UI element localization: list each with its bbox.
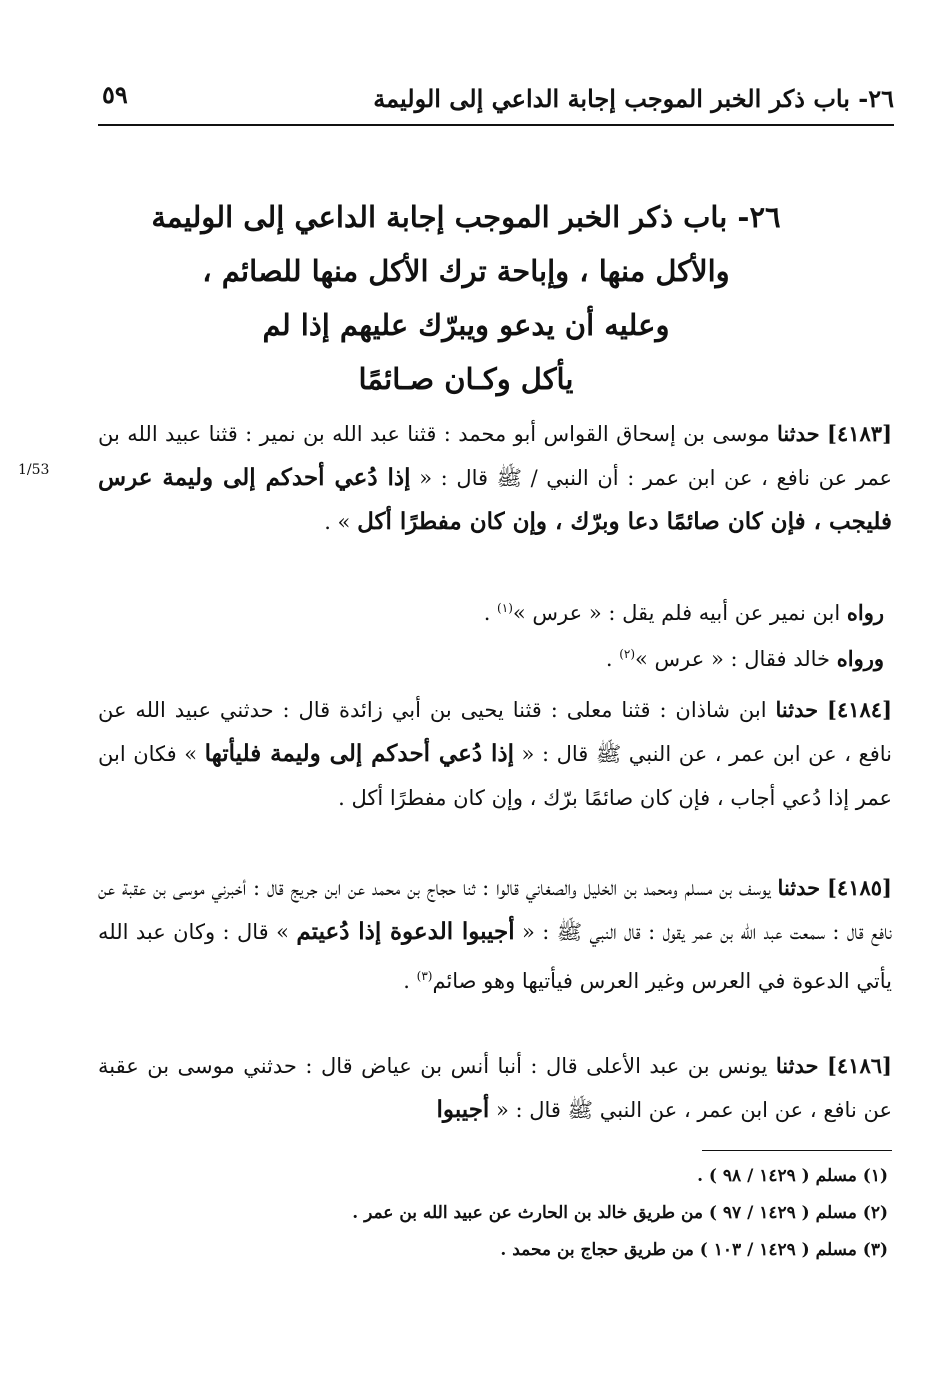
hadith-4184 [98, 688, 892, 820]
riwaya-text: خالد فقال : « عرس » [635, 647, 831, 671]
hadith-4185 [98, 866, 892, 1003]
page-number: ٥٩ [102, 80, 128, 109]
hadith-number: [٤١٨٦] [826, 1053, 892, 1078]
matn-close: » . [324, 510, 351, 534]
footnote-rule [702, 1150, 892, 1151]
hadith-number: [٤١٨٤] [827, 697, 892, 722]
matn-text: أجيبوا الدعوة إذا دُعيتم [296, 918, 515, 945]
riwaya-lead: ورواه [836, 646, 884, 671]
chapter-heading-line: وعليه أن يدعو ويبرّك عليهم إذا لم [262, 308, 670, 342]
isnad-text: موسى بن إسحاق القواس أبو محمد : قثنا عبد الله بن نمير : قثنا عبيد الله بن عمر عن نافع ، عن ابن عمر : أن النبي / ﷺ قال : « [98, 422, 892, 490]
riwaya-end: . [605, 647, 620, 671]
isnad-text: يوسف بن مسلم ومحمد بن الخليل والصغاني قالوا : ثنا حجاج بن محمد عن ابن جريج قال : أخبرني موسى بن عقبة عن نافع قال : سمعت عبد الله بن عمر يقول : قال النبي ﷺ : « [98, 876, 892, 944]
haddathana-word: حدثنا [775, 1053, 819, 1078]
header-rule [98, 124, 894, 126]
footnote-item: (٢) مسلم ( ١٤٢٩ / ٩٧ ) من طريق خالد بن الحارث عن عبيد الله بن عمر . [352, 1203, 888, 1223]
chapter-heading-line: يأكل وكـان صـائمًا [358, 362, 574, 396]
isnad-text: يونس بن عبد الأعلى قال : أنبا أنس بن عياض قال : حدثني موسى بن عقبة عن نافع ، عن ابن عمر ، عن النبي ﷺ قال : « [98, 1054, 892, 1122]
hadith-number: [٤١٨٥] [826, 875, 892, 900]
hadith-4183 [98, 412, 892, 544]
manuscript-folio-note: 1/53 [18, 462, 50, 478]
hadith-4186 [98, 1044, 892, 1132]
hadith-paragraph [98, 866, 892, 1003]
footnote-ref: (٣) [416, 969, 433, 983]
haddathana-word: حدثنا [777, 875, 821, 900]
hadith-end: . [403, 969, 417, 993]
running-header: ٢٦- باب ذكر الخبر الموجب إجابة الداعي إلى الوليمة [373, 84, 894, 113]
hadith-paragraph [98, 1044, 892, 1132]
riwaya-text: ابن نمير عن أبيه فلم يقل : « عرس » [512, 601, 841, 625]
chapter-heading [120, 190, 812, 406]
haddathana-word: حدثنا [775, 697, 819, 722]
matn-text: أجيبوا [436, 1096, 490, 1123]
footnotes [352, 1158, 888, 1269]
isnad-text: ابن شاذان : قثنا معلى : قثنا يحيى بن أبي زائدة قال : حدثني عبيد الله عن نافع ، عن ابن عمر ، عن النبي ﷺ قال : « [98, 698, 892, 766]
matn-text: إذا دُعي أحدكم إلى وليمة فليأتها [204, 740, 514, 767]
riwaya-line [484, 600, 884, 625]
riwaya-lead: رواه [846, 600, 884, 625]
haddathana-word: حدثنا [777, 421, 820, 446]
riwaya-line [606, 646, 884, 671]
hadith-number: [٤١٨٣] [827, 421, 892, 446]
hadith-rest: » فكان ابن عمر إذا دُعي أجاب ، فإن كان صائمًا برّك ، وإن كان مفطرًا أكل . [98, 742, 892, 810]
hadith-paragraph [98, 688, 892, 820]
footnote-ref: (١) [497, 601, 513, 615]
footnote-ref: (٢) [619, 647, 636, 661]
matn-text: إذا دُعي أحدكم إلى وليمة عرس فليجب ، فإن كان صائمًا دعا وبرّك ، وإن كان مفطرًا أكل [98, 464, 892, 535]
chapter-heading-line: والأكل منها ، وإباحة ترك الأكل منها للصائم ، [202, 254, 730, 288]
footnote-item: (١) مسلم ( ١٤٢٩ / ٩٨ ) . [697, 1166, 888, 1186]
riwaya-end: . [483, 601, 498, 625]
footnote-item: (٣) مسلم ( ١٤٢٩ / ١٠٣ ) من طريق حجاج بن محمد . [500, 1240, 888, 1260]
hadith-rest: » قال : وكان عبد الله يأتي الدعوة في العرس وغير العرس فيأتيها وهو صائم [98, 920, 892, 993]
chapter-heading-line: ٢٦- باب ذكر الخبر الموجب إجابة الداعي إلى الوليمة [151, 200, 781, 234]
hadith-paragraph [98, 412, 892, 544]
